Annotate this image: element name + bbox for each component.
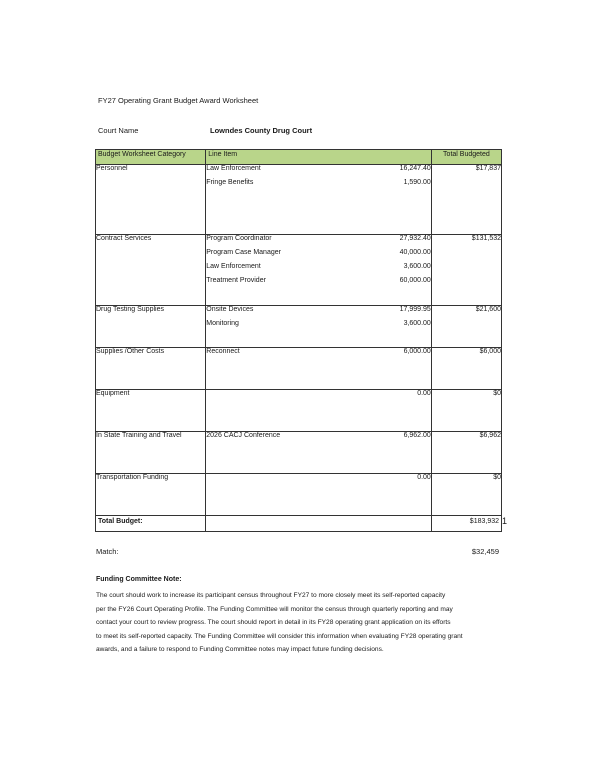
- category-cell: Transportation Funding: [96, 474, 206, 516]
- line-item: [206, 474, 431, 488]
- line-item: [206, 165, 431, 179]
- note-title: Funding Committee Note:: [96, 576, 182, 583]
- line-item-name: Law Enforcement: [206, 263, 261, 270]
- table-row: [96, 348, 502, 390]
- header-category: Budget Worksheet Category: [96, 150, 206, 165]
- table-row: [96, 432, 502, 474]
- total-budgeted-cell: $6,000: [431, 348, 501, 390]
- category-cell: Contract Services: [96, 235, 206, 306]
- line-item-name: Monitoring: [206, 320, 239, 327]
- line-item-amount: 40,000.00: [399, 249, 431, 256]
- line-item-amount: 27,932.40: [399, 235, 431, 242]
- line-item: [206, 277, 431, 291]
- line-item-amount: 16,247.40: [399, 165, 431, 172]
- line-item-amount: 3,600.00: [403, 263, 431, 270]
- note-line: to meet its self-reported capacity. The Funding Committee will consider this information when evaluating FY28 operating grant: [96, 632, 463, 640]
- line-item-amount: 3,600.00: [403, 320, 431, 327]
- line-item: [206, 432, 431, 446]
- line-items-cell: [206, 165, 432, 235]
- note-line: The court should work to increase its participant census throughout FY27 to more closely meet its self-reported capacity: [96, 592, 446, 599]
- note-body: [96, 589, 496, 657]
- table-row: [96, 390, 502, 432]
- table-row: [96, 306, 502, 348]
- total-budgeted-cell: $0: [431, 390, 501, 432]
- line-item-name: Onsite Devices: [206, 306, 254, 313]
- line-item-name: Reconnect: [206, 348, 240, 355]
- line-item: [206, 320, 431, 334]
- total-budget-label: Total Budget:: [96, 516, 206, 532]
- court-name-value: Lowndes County Drug Court: [210, 126, 313, 135]
- line-item-amount: 17,999.95: [399, 306, 431, 313]
- line-item-name: Law Enforcement: [206, 165, 261, 172]
- category-cell: Drug Testing Supplies: [96, 306, 206, 348]
- line-items-cell: [206, 306, 432, 348]
- document-title: FY27 Operating Grant Budget Award Worksheet: [98, 96, 259, 105]
- line-items-cell: [206, 348, 432, 390]
- total-budgeted-cell: $21,600: [431, 306, 501, 348]
- line-item: [206, 235, 431, 249]
- line-item-amount: 0.00: [417, 474, 431, 481]
- line-items-cell: [206, 432, 432, 474]
- match-label: Match:: [96, 547, 119, 556]
- line-item: [206, 306, 431, 320]
- header-line-item: Line Item: [206, 150, 432, 165]
- category-cell: Equipment: [96, 390, 206, 432]
- line-item-amount: 6,962.00: [403, 432, 431, 439]
- line-item-name: Program Case Manager: [206, 249, 281, 256]
- line-item-amount: 6,000.00: [403, 348, 431, 355]
- total-budgeted-cell: $131,532: [431, 235, 501, 306]
- line-item: [206, 179, 431, 193]
- total-budgeted-cell: $0: [431, 474, 501, 516]
- court-name-label: Court Name: [98, 126, 139, 135]
- header-total-budgeted: Total Budgeted: [431, 150, 501, 165]
- line-item-amount: 0.00: [417, 390, 431, 397]
- line-item-name: Fringe Benefits: [206, 179, 254, 186]
- line-item: [206, 263, 431, 277]
- line-item-name: 2026 CACJ Conference: [206, 432, 281, 439]
- line-item-amount: 1,590.00: [403, 179, 431, 186]
- note-line: per the FY26 Court Operating Profile. The Funding Committee will monitor the census through quarterly reporting and may: [96, 605, 453, 613]
- table-row: [96, 474, 502, 516]
- line-item: [206, 348, 431, 362]
- line-item-name: Program Coordinator: [206, 235, 272, 242]
- line-item-amount: 60,000.00: [399, 277, 431, 284]
- category-cell: In State Training and Travel: [96, 432, 206, 474]
- category-cell: Supplies /Other Costs: [96, 348, 206, 390]
- budget-table: [95, 149, 502, 532]
- total-budgeted-cell: $6,962: [431, 432, 501, 474]
- line-item: [206, 249, 431, 263]
- line-items-cell: [206, 390, 432, 432]
- total-budget-value: $183,932: [431, 516, 501, 532]
- match-value: $32,459: [471, 547, 499, 556]
- table-row: [96, 235, 502, 306]
- table-row: [96, 165, 502, 235]
- line-items-cell: [206, 235, 432, 306]
- table-header-row: [96, 150, 502, 165]
- note-line: awards, and a failure to respond to Funding Committee notes may impact future funding decisions.: [96, 646, 384, 654]
- total-budgeted-cell: $17,837: [431, 165, 501, 235]
- note-line: contact your court to review progress. The court should report in detail in its FY28 operating grant application on its efforts: [96, 619, 451, 627]
- line-item-name: Treatment Provider: [206, 277, 266, 284]
- line-item: [206, 390, 431, 404]
- total-budget-row: [96, 516, 502, 532]
- category-cell: Personnel: [96, 165, 206, 235]
- total-budget-spacer: [206, 516, 432, 532]
- line-items-cell: [206, 474, 432, 516]
- page-mark: 1: [502, 516, 508, 526]
